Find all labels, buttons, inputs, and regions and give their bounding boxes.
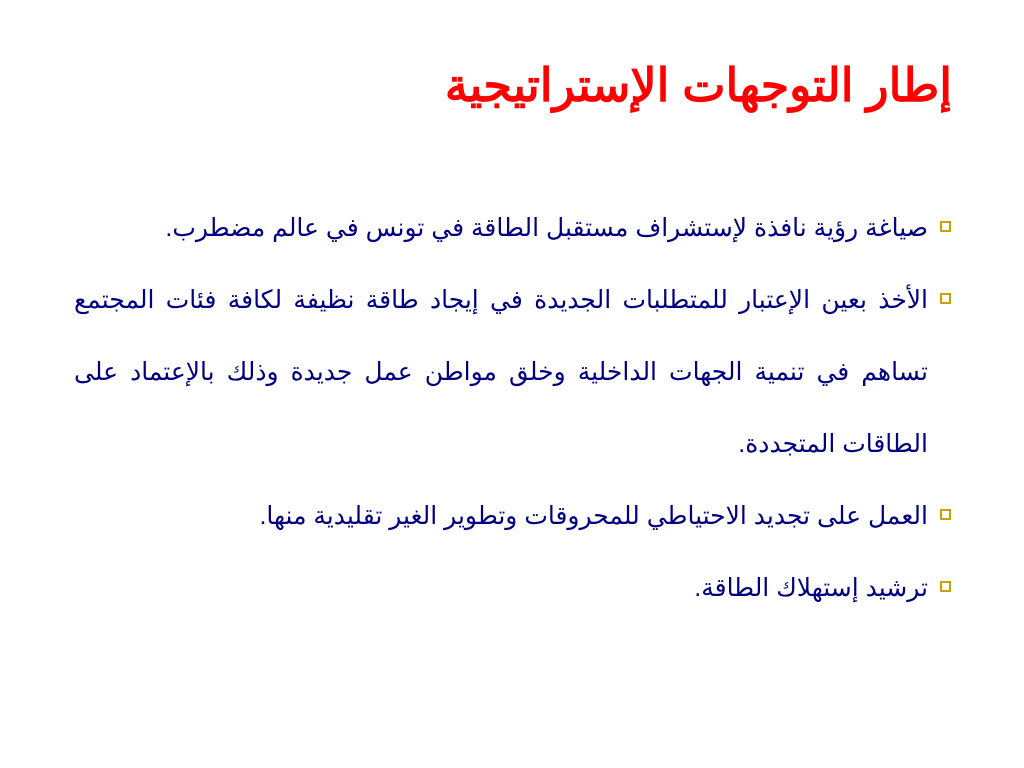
bullet-item-4 xyxy=(74,552,952,624)
bullet-list xyxy=(74,192,952,624)
bullet-text-1: صياغة رؤية نافذة لإستشراف مستقبل الطاقة في تونس في عالم مضطرب. xyxy=(165,214,928,242)
hollow-square-bullet-icon xyxy=(940,581,951,592)
bullet-text-4: ترشيد إستهلاك الطاقة. xyxy=(694,574,928,602)
hollow-square-bullet-icon xyxy=(940,293,951,304)
hollow-square-bullet-icon xyxy=(940,509,951,520)
bullet-item-1 xyxy=(74,192,952,264)
hollow-square-bullet-icon xyxy=(940,221,951,232)
bullet-item-3 xyxy=(74,480,952,552)
slide-title: إطار التوجهات الإستراتيجية xyxy=(444,59,952,111)
bullet-item-2 xyxy=(74,264,952,480)
bullet-text-3: العمل على تجديد الاحتياطي للمحروقات وتطوير الغير تقليدية منها. xyxy=(259,502,928,530)
bullet-text-2: الأخذ بعين الإعتبار للمتطلبات الجديدة في إيجاد طاقة نظيفة لكافة فئات المجتمع تساهم في تنمية الجهات الداخلية وخلق مواطن عمل جديدة وذلك بالإعتماد على الطاقات المتجددة. xyxy=(74,286,928,458)
